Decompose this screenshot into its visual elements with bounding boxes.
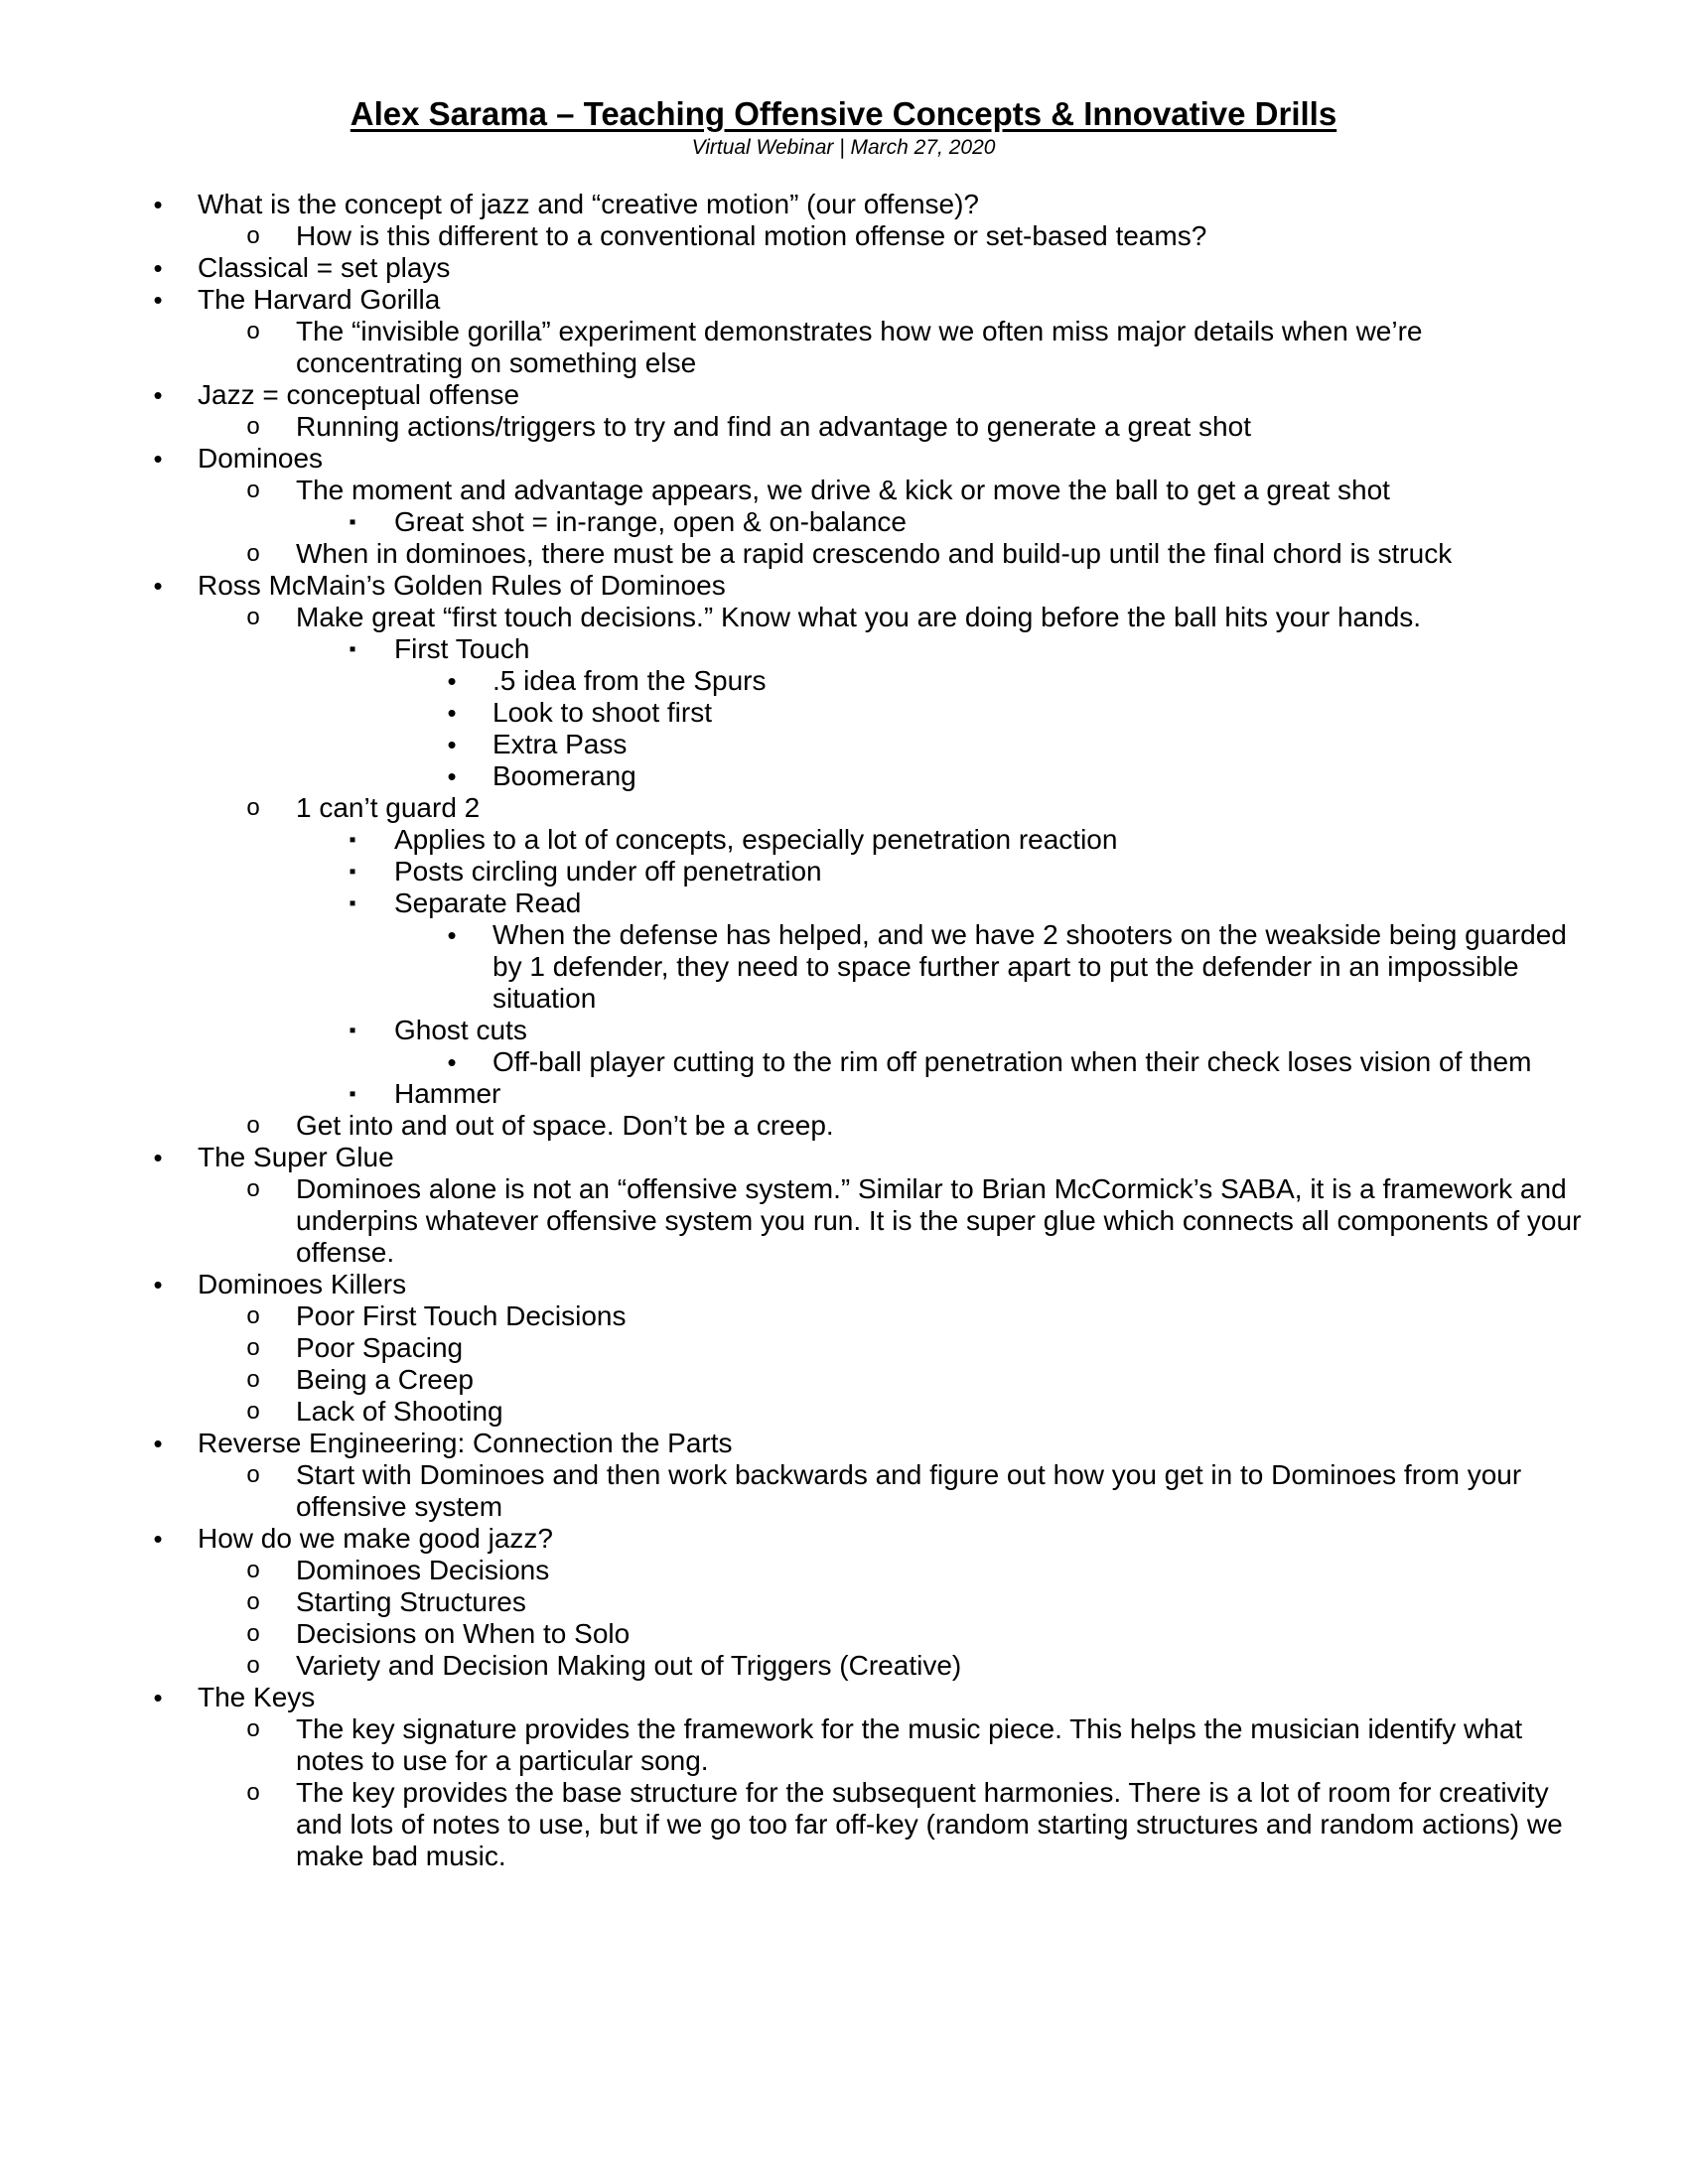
outline-list (0, 189, 1687, 1872)
outline-item-text: Start with Dominoes and then work backwards and figure out how you get in to Dominoes from your offensive system (296, 1459, 1522, 1522)
bullet-icon: ▪ (349, 1083, 356, 1105)
outline-item-text: Look to shoot first (492, 697, 713, 728)
outline-item-text: Dominoes Decisions (296, 1555, 550, 1585)
outline-item-level-2 (0, 887, 1687, 919)
outline-item-level-1 (0, 1110, 1687, 1142)
outline-item-level-0 (0, 1523, 1687, 1555)
bullet-icon: o (246, 1302, 260, 1329)
outline-item-level-0 (0, 443, 1687, 475)
bullet-icon: • (447, 1047, 457, 1077)
outline-item-level-1 (0, 1777, 1687, 1872)
outline-item-text: Boomerang (492, 760, 636, 791)
outline-item-text: The “invisible gorilla” experiment demonstrates how we often miss major details when we’re concentrating on something else (296, 316, 1423, 378)
outline-item-level-0 (0, 379, 1687, 411)
outline-item-level-1 (0, 411, 1687, 443)
bullet-icon: • (153, 1429, 163, 1458)
outline-item-text: Classical = set plays (198, 252, 451, 283)
bullet-icon: ▪ (349, 829, 356, 851)
outline-item-text: Jazz = conceptual offense (198, 379, 520, 410)
outline-item-text: Extra Pass (492, 729, 628, 759)
bullet-icon: o (246, 1557, 260, 1583)
outline-item-text: Applies to a lot of concepts, especially penetration reaction (394, 824, 1118, 855)
bullet-icon: • (153, 1524, 163, 1554)
outline-item-text: Decisions on When to Solo (296, 1618, 631, 1649)
outline-item-level-1 (0, 1364, 1687, 1396)
bullet-icon: o (246, 1334, 260, 1361)
outline-item-text: Reverse Engineering: Connection the Parts (198, 1428, 733, 1458)
bullet-icon: o (246, 1398, 260, 1425)
outline-item-level-2 (0, 1078, 1687, 1110)
bullet-icon: • (153, 380, 163, 410)
bullet-icon: ▪ (349, 892, 356, 914)
outline-item-text: 1 can’t guard 2 (296, 792, 481, 823)
outline-item-text: Hammer (394, 1078, 501, 1109)
outline-item-level-2 (0, 856, 1687, 887)
outline-item-text: Off-ball player cutting to the rim off penetration when their check loses vision of them (492, 1046, 1532, 1077)
outline-item-level-1 (0, 1396, 1687, 1428)
bullet-icon: • (153, 190, 163, 219)
outline-item-level-1 (0, 316, 1687, 379)
outline-item-text: The Super Glue (198, 1142, 394, 1172)
outline-item-level-1 (0, 1650, 1687, 1682)
bullet-icon: o (246, 1715, 260, 1742)
bullet-icon: • (153, 285, 163, 315)
outline-item-level-1 (0, 1300, 1687, 1332)
document-title: Alex Sarama – Teaching Offensive Concepts & Innovative Drills (350, 95, 1337, 132)
bullet-icon: • (447, 666, 457, 696)
outline-item-text: The moment and advantage appears, we drive & kick or move the ball to get a great shot (296, 475, 1390, 505)
outline-item-text: Get into and out of space. Don’t be a creep. (296, 1110, 834, 1141)
outline-item-level-0 (0, 1269, 1687, 1300)
document-subtitle: Virtual Webinar | March 27, 2020 (691, 136, 996, 159)
outline-item-level-3 (0, 665, 1687, 697)
outline-item-level-3 (0, 697, 1687, 729)
outline-item-text: .5 idea from the Spurs (492, 665, 767, 696)
outline-item-text: Being a Creep (296, 1364, 475, 1395)
outline-item-text: Posts circling under off penetration (394, 856, 822, 887)
bullet-icon: ▪ (349, 1020, 356, 1041)
outline-item-level-0 (0, 570, 1687, 602)
outline-item-level-3 (0, 1046, 1687, 1078)
outline-item-text: Great shot = in-range, open & on-balance (394, 506, 908, 537)
bullet-icon: o (246, 477, 260, 503)
outline-item-text: Starting Structures (296, 1586, 526, 1617)
bullet-icon: o (246, 604, 260, 630)
outline-item-level-3 (0, 760, 1687, 792)
bullet-icon: o (246, 1588, 260, 1615)
bullet-icon: ▪ (349, 861, 356, 883)
outline-item-text: The key provides the base structure for the subsequent harmonies. There is a lot of room for creativity and lots of notes to use, but if we go too far off-key (random starting structures and random actions) we make bad music. (296, 1777, 1563, 1871)
outline-item-level-0 (0, 189, 1687, 220)
bullet-icon: • (153, 1143, 163, 1172)
outline-item-level-1 (0, 220, 1687, 252)
bullet-icon: • (153, 1683, 163, 1712)
outline-item-text: How do we make good jazz? (198, 1523, 553, 1554)
outline-item-level-3 (0, 729, 1687, 760)
outline-item-text: How is this different to a conventional motion offense or set-based teams? (296, 220, 1207, 251)
outline-item-text: Dominoes alone is not an “offensive system.” Similar to Brian McCormick’s SABA, it is a framework and underpins whatever offensive system you run. It is the super glue which connects all components of your offense. (296, 1173, 1582, 1268)
bullet-icon: • (153, 253, 163, 283)
outline-item-text: Lack of Shooting (296, 1396, 503, 1427)
bullet-icon: • (447, 920, 457, 950)
outline-item-level-1 (0, 1332, 1687, 1364)
outline-item-text: Poor Spacing (296, 1332, 464, 1363)
outline-item-level-1 (0, 1555, 1687, 1586)
outline-item-text: Separate Read (394, 887, 582, 918)
bullet-icon: • (447, 730, 457, 759)
outline-item-level-0 (0, 1142, 1687, 1173)
outline-item-level-1 (0, 538, 1687, 570)
outline-item-text: Make great “first touch decisions.” Know what you are doing before the ball hits your hands. (296, 602, 1422, 632)
outline-item-text: When the defense has helped, and we have 2 shooters on the weakside being guarded by 1 defender, they need to space further apart to put the defender in an impossible situation (492, 919, 1567, 1014)
outline-item-text: What is the concept of jazz and “creative motion” (our offense)? (198, 189, 979, 219)
outline-item-level-1 (0, 1459, 1687, 1523)
outline-item-text: Dominoes Killers (198, 1269, 407, 1299)
outline-item-level-1 (0, 1618, 1687, 1650)
outline-item-level-0 (0, 252, 1687, 284)
outline-item-text: When in dominoes, there must be a rapid crescendo and build-up until the final chord is struck (296, 538, 1453, 569)
outline-item-text: Variety and Decision Making out of Triggers (Creative) (296, 1650, 962, 1681)
outline-item-level-2 (0, 1015, 1687, 1046)
outline-item-level-0 (0, 1682, 1687, 1713)
bullet-icon: o (246, 318, 260, 344)
outline-item-level-0 (0, 284, 1687, 316)
bullet-icon: • (447, 698, 457, 728)
outline-item-level-1 (0, 792, 1687, 824)
bullet-icon: o (246, 1652, 260, 1679)
outline-item-level-1 (0, 1586, 1687, 1618)
outline-item-level-2 (0, 824, 1687, 856)
outline-item-level-2 (0, 506, 1687, 538)
outline-item-level-3 (0, 919, 1687, 1015)
bullet-icon: o (246, 1620, 260, 1647)
outline-item-text: Dominoes (198, 443, 324, 474)
outline-item-text: The Keys (198, 1682, 316, 1712)
bullet-icon: o (246, 1175, 260, 1202)
bullet-icon: ▪ (349, 511, 356, 533)
bullet-icon: • (153, 444, 163, 474)
bullet-icon: ▪ (349, 638, 356, 660)
outline-item-text: Ghost cuts (394, 1015, 527, 1045)
bullet-icon: o (246, 413, 260, 440)
outline-item-text: First Touch (394, 633, 530, 664)
outline-item-level-2 (0, 633, 1687, 665)
outline-item-level-1 (0, 1713, 1687, 1777)
outline-item-level-1 (0, 602, 1687, 633)
bullet-icon: • (153, 1270, 163, 1299)
bullet-icon: • (447, 761, 457, 791)
outline-item-level-1 (0, 475, 1687, 506)
outline-item-text: The Harvard Gorilla (198, 284, 441, 315)
outline-item-text: Running actions/triggers to try and find an advantage to generate a great shot (296, 411, 1251, 442)
bullet-icon: o (246, 1461, 260, 1488)
outline-item-level-1 (0, 1173, 1687, 1269)
outline-item-text: Poor First Touch Decisions (296, 1300, 627, 1331)
bullet-icon: • (153, 571, 163, 601)
outline-item-text: Ross McMain’s Golden Rules of Dominoes (198, 570, 726, 601)
bullet-icon: o (246, 1779, 260, 1806)
outline-item-level-0 (0, 1428, 1687, 1459)
bullet-icon: o (246, 1112, 260, 1139)
bullet-icon: o (246, 794, 260, 821)
outline-item-text: The key signature provides the framework for the music piece. This helps the musician identify what notes to use for a particular song. (296, 1713, 1523, 1776)
bullet-icon: o (246, 222, 260, 249)
bullet-icon: o (246, 540, 260, 567)
bullet-icon: o (246, 1366, 260, 1393)
